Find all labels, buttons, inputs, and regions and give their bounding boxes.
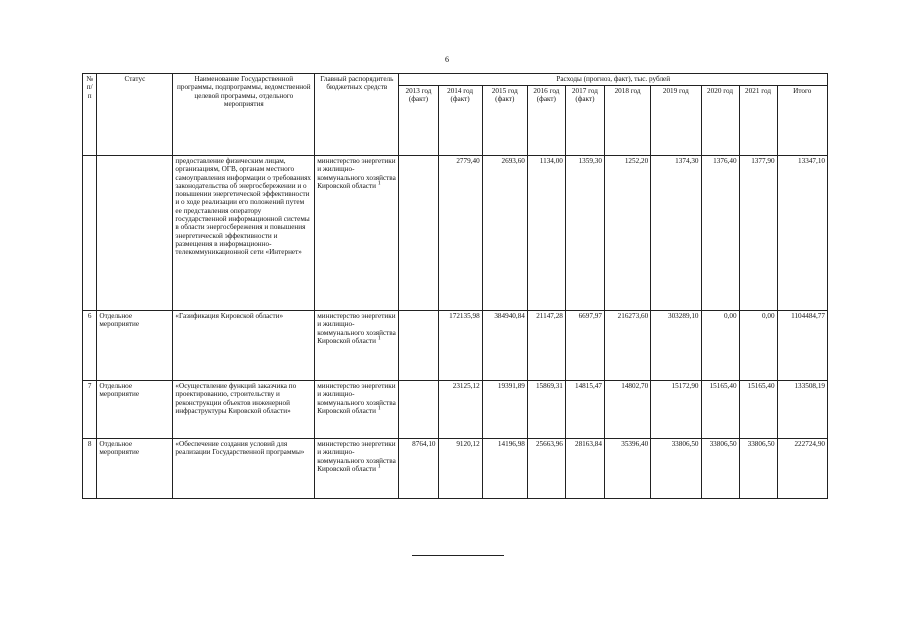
footer-divider bbox=[412, 555, 504, 556]
value-2021: 0,00 bbox=[739, 311, 777, 381]
table-row bbox=[83, 439, 828, 499]
value-total: 222724,90 bbox=[777, 439, 827, 499]
table-header-row bbox=[83, 74, 828, 86]
value-2015: 2693,60 bbox=[482, 156, 527, 311]
row-status bbox=[97, 156, 173, 311]
value-2016: 1134,00 bbox=[527, 156, 565, 311]
row-name: «Обеспечение создания условий для реализации Государственной программы» bbox=[173, 439, 315, 499]
value-2020: 15165,40 bbox=[701, 381, 739, 439]
row-status: Отдельное мероприятие bbox=[97, 381, 173, 439]
header-year-2014: 2014 год (факт) bbox=[438, 86, 482, 156]
row-num: 7 bbox=[83, 381, 97, 439]
header-admin: Главный распорядитель бюджетных средств bbox=[315, 74, 399, 156]
value-total: 1104484,77 bbox=[777, 311, 827, 381]
value-2018: 35396,40 bbox=[604, 439, 650, 499]
page-number: 6 bbox=[445, 55, 449, 64]
row-admin: министерство энергетики и жилищно-коммунального хозяйства Кировской области $^1$ bbox=[315, 439, 399, 499]
row-name: «Газификация Кировской области» bbox=[173, 311, 315, 381]
header-year-2020: 2020 год bbox=[701, 86, 739, 156]
value-2019: 1374,30 bbox=[651, 156, 701, 311]
value-total: 13347,10 bbox=[777, 156, 827, 311]
value-2014: 23125,12 bbox=[438, 381, 482, 439]
value-2021: 1377,90 bbox=[739, 156, 777, 311]
row-status: Отдельное мероприятие bbox=[97, 439, 173, 499]
value-2016: 15869,31 bbox=[527, 381, 565, 439]
table-row bbox=[83, 156, 828, 311]
value-2018: 216273,60 bbox=[604, 311, 650, 381]
value-2019: 33806,50 bbox=[651, 439, 701, 499]
row-admin: министерство энергетики и жилищно-коммунального хозяйства Кировской области $^1$ bbox=[315, 381, 399, 439]
header-status: Статус bbox=[97, 74, 173, 156]
row-status: Отдельное мероприятие bbox=[97, 311, 173, 381]
header-total: Итого bbox=[777, 86, 827, 156]
value-2019: 303289,10 bbox=[651, 311, 701, 381]
value-2017: 28163,84 bbox=[565, 439, 604, 499]
header-year-2013: 2013 год (факт) bbox=[399, 86, 438, 156]
header-year-2018: 2018 год bbox=[604, 86, 650, 156]
row-admin: министерство энергетики и жилищно-коммунального хозяйства Кировской области $^1$ bbox=[315, 311, 399, 381]
header-expenses: Расходы (прогноз, факт), тыс. рублей bbox=[399, 74, 828, 86]
row-name: «Осуществление функций заказчика по проектированию, строительству и реконструкции объектов инженерной инфраструктуры Кировской области» bbox=[173, 381, 315, 439]
value-total: 133508,19 bbox=[777, 381, 827, 439]
table-row bbox=[83, 311, 828, 381]
value-2015: 384940,84 bbox=[482, 311, 527, 381]
row-name: предоставление физическим лицам, организациям, ОГВ, органам местного самоуправления информации о требованиях законодательства об энергосбережении и о повышении энергетической эффективности и о ходе реализации его положений путем ее представления оператору государственной информационной системы в области энергосбережения и повышения энергетической эффективности и размещения в информационно-телекоммуникационной сети «Интернет» bbox=[173, 156, 315, 311]
value-2020: 33806,50 bbox=[701, 439, 739, 499]
value-2015: 19391,89 bbox=[482, 381, 527, 439]
value-2014: 9120,12 bbox=[438, 439, 482, 499]
value-2014: 172135,98 bbox=[438, 311, 482, 381]
table-row bbox=[83, 381, 828, 439]
row-num: 8 bbox=[83, 439, 97, 499]
header-year-2021: 2021 год bbox=[739, 86, 777, 156]
value-2016: 25663,96 bbox=[527, 439, 565, 499]
value-2018: 1252,20 bbox=[604, 156, 650, 311]
value-2021: 15165,40 bbox=[739, 381, 777, 439]
header-year-2019: 2019 год bbox=[651, 86, 701, 156]
value-2015: 14196,98 bbox=[482, 439, 527, 499]
value-2013 bbox=[399, 311, 438, 381]
value-2016: 21147,28 bbox=[527, 311, 565, 381]
value-2020: 1376,40 bbox=[701, 156, 739, 311]
value-2014: 2779,40 bbox=[438, 156, 482, 311]
value-2013 bbox=[399, 156, 438, 311]
header-year-2015: 2015 год (факт) bbox=[482, 86, 527, 156]
row-num bbox=[83, 156, 97, 311]
row-num: 6 bbox=[83, 311, 97, 381]
value-2017: 6697,97 bbox=[565, 311, 604, 381]
value-2017: 1359,30 bbox=[565, 156, 604, 311]
header-num: № п/п bbox=[83, 74, 97, 156]
header-name: Наименование Государственной программы, подпрограммы, ведомственной целевой программы, отдельного мероприятия bbox=[173, 74, 315, 156]
header-year-2017: 2017 год (факт) bbox=[565, 86, 604, 156]
value-2019: 15172,90 bbox=[651, 381, 701, 439]
budget-table bbox=[82, 73, 828, 499]
value-2013 bbox=[399, 381, 438, 439]
value-2021: 33806,50 bbox=[739, 439, 777, 499]
value-2020: 0,00 bbox=[701, 311, 739, 381]
value-2017: 14815,47 bbox=[565, 381, 604, 439]
header-year-2016: 2016 год (факт) bbox=[527, 86, 565, 156]
value-2018: 14802,70 bbox=[604, 381, 650, 439]
value-2013: 8764,10 bbox=[399, 439, 438, 499]
row-admin: министерство энергетики и жилищно-коммунального хозяйства Кировской области $^1$ bbox=[315, 156, 399, 311]
